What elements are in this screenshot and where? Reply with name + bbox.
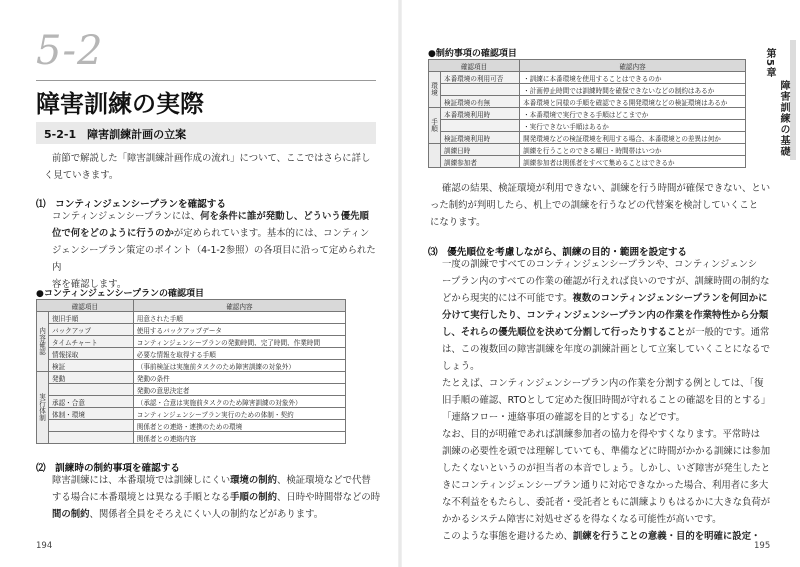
table-content-cell: 関係者との連絡・連携のための環境: [133, 420, 345, 432]
text-run: したくないというのが担当者の本音でしょう。しかし、いざ障害が発生したと: [442, 463, 771, 474]
page-number-left: 194: [36, 541, 53, 551]
intro-paragraph: [44, 150, 382, 184]
text-line: [442, 307, 782, 324]
emphasis-text: 分けて実行したり、コンティンジェンシープラン内の作業を作業特性から分類: [442, 310, 769, 321]
table-item-cell: 情報採取: [49, 348, 134, 360]
table-content-cell: 本番環境と同様の手順を確認できる開発環境などの検証環境はあるか: [520, 96, 746, 108]
text-run: たとえば、コンティンジェンシープラン内の作業を分割する例としては、「復: [442, 378, 764, 389]
table-item-cell: 本番環境利用時: [441, 108, 520, 120]
text-line: [442, 358, 782, 375]
table-content-cell: コンティンジェンシープランの発動時間、完了時間、作業時間: [133, 336, 345, 348]
table-group-cell: 手順: [429, 108, 441, 144]
table-row: [429, 156, 746, 168]
table-caption-contingency: ●コンティンジェンシープランの確認項目: [36, 289, 205, 299]
table-item-cell: 発動: [49, 372, 134, 384]
text-line: [52, 489, 382, 506]
text-run: どから現実的には不可能です。: [442, 293, 573, 304]
table-header-cell: 確認項目: [37, 300, 134, 312]
text-run: が定められています。基本的には、コンティン: [173, 228, 370, 239]
text-line: [442, 375, 782, 392]
table-content-cell: 訓練参加者は関係者をすべて集めることはできるか: [520, 156, 746, 168]
table-content-cell: 開発環境などの検証環境を利用する場合、本番環境との差異は何か: [520, 132, 746, 144]
text-run: が一般的です。通常: [685, 327, 770, 338]
table-row: [37, 396, 346, 408]
text-run: なお、目的が明確であれば訓練参加者の協力を得やすくなります。平常時は: [442, 429, 761, 440]
text-line: [442, 511, 782, 528]
emphasis-text: 環境の制約: [230, 475, 278, 486]
subheading-1: ⑴ コンティンジェンシープランを確認する: [36, 199, 226, 210]
table-content-cell: 用意された手順: [133, 312, 345, 324]
table-row: [37, 420, 346, 432]
text-line: [52, 506, 382, 523]
table-header-row: [429, 60, 746, 72]
paragraph-constraints: [52, 472, 382, 523]
table-header-cell: 確認項目: [429, 60, 520, 72]
text-run: かかるシステム障害に対処せざるを得なくなる可能性が高いです。: [442, 514, 722, 525]
table-item-cell: 体制・環境: [49, 408, 134, 420]
text-run: ープラン内のすべての作業の確認が行えれば良いのですが、訓練時間の制約な: [442, 276, 770, 287]
side-chapter-label: 第5章: [764, 48, 775, 78]
contingency-check-table: [36, 299, 346, 444]
text-line: [442, 426, 782, 443]
table-caption-constraints: ●制約事項の確認項目: [428, 49, 517, 59]
table-group-cell: 環境: [429, 72, 441, 108]
emphasis-text: 何を条件に誰が発動し、どういう優先順: [200, 211, 369, 222]
table-content-cell: コンティンジェンシープラン実行のための体制・契約: [133, 408, 345, 420]
table-item-cell: 検証: [49, 360, 134, 372]
text-run: 、日時や時間帯などの時: [277, 492, 381, 503]
table-item-cell: [441, 120, 520, 132]
text-line: [442, 477, 782, 494]
emphasis-text: 手順の制約: [230, 492, 278, 503]
text-line: [52, 225, 382, 242]
table-item-cell: [49, 384, 134, 396]
text-line: [442, 341, 782, 358]
text-run: 障害訓練には、本番環境では訓練しにくい: [52, 475, 231, 486]
text-line: [442, 494, 782, 511]
paragraph-priority: [442, 256, 782, 545]
table-row: [37, 312, 346, 324]
table-content-cell: 必要な情報を取得する手順: [133, 348, 345, 360]
text-run: 、検証環境などで代替: [277, 475, 371, 486]
text-run: な不利益をもたらし、委託者・受託者ともに訓練よりもはるかに大きな負荷が: [442, 497, 771, 508]
right-page: [400, 0, 800, 567]
section-heading-box: [36, 122, 376, 144]
text-line: [442, 443, 782, 460]
table-row: [429, 108, 746, 120]
table-group-cell: 実行体制: [37, 372, 49, 444]
intro-line: 前節で解説した「障害訓練計画作成の流れ」について、ここではさらに詳し: [52, 153, 371, 164]
emphasis-text: し、それらの優先順位を決めて分割して行ったりすること: [442, 327, 686, 338]
table-content-cell: （承認・合意は実施前タスクのため障害訓練の対象外）: [133, 396, 345, 408]
table-content-cell: ・訓練に本番環境を使用することはできるのか: [520, 72, 746, 84]
text-run: 旧手順の確認、RTOとして定めた復旧時間が守れることの確認を目的とする」: [442, 395, 771, 406]
table-row: [429, 120, 746, 132]
text-line: [442, 392, 782, 409]
text-line: [52, 472, 382, 489]
text-run: は、この複数回の障害訓練を年度の訓練計画として立案していくことになるで: [442, 344, 771, 355]
table-item-cell: タイムチャート: [49, 336, 134, 348]
table-row: [429, 72, 746, 84]
text-run: しょう。: [442, 361, 480, 372]
section-title: 5-2-1 障害訓練計画の立案: [44, 128, 187, 141]
text-run: 訓練の必要性を頭では理解していても、準備などに時間がかかる訓練には参加: [442, 446, 771, 457]
table-row: [37, 360, 346, 372]
text-line: [52, 242, 382, 276]
table-item-cell: [49, 432, 134, 444]
chapter-number: 5-2: [36, 28, 104, 74]
table-content-cell: ・計画停止時間では訓練時間を確保できないなどの制約はあるか: [520, 84, 746, 96]
chapter-rule: [36, 80, 376, 81]
table-content-cell: ・本番環境で実行できる手順はどこまでか: [520, 108, 746, 120]
text-run: きにコンティンジェンシープラン通りに対応できなかった場合、利用者に多大: [442, 480, 769, 491]
chapter-title: 障害訓練の実際: [36, 90, 204, 118]
table-item-cell: 検証環境利用時: [441, 132, 520, 144]
paragraph-result: [430, 180, 782, 231]
table-content-cell: 使用するバックアップデータ: [133, 324, 345, 336]
table-item-cell: [49, 420, 134, 432]
table-header-cell: 確認内容: [133, 300, 345, 312]
table-row: [37, 372, 346, 384]
table-item-cell: 本番環境の利用可否: [441, 72, 520, 84]
text-line: [442, 290, 782, 307]
table-row: [37, 384, 346, 396]
emphasis-text: 訓練を行うことの意義・目的を明確に設定・: [572, 531, 761, 542]
text-run: 一度の訓練ですべてのコンティンジェンシープランや、コンティンジェンシ: [442, 259, 758, 270]
table-group-cell: [429, 144, 441, 168]
text-line: になります。: [430, 217, 486, 228]
emphasis-text: 間の制約: [52, 509, 90, 520]
table-content-cell: （事前検証は実施前タスクのため障害訓練の対象外）: [133, 360, 345, 372]
paragraph-contingency: [52, 208, 382, 293]
table-row: [37, 348, 346, 360]
text-run: 「連絡フロー・連絡事項の確認を目的とする」などです。: [442, 412, 686, 423]
text-run: このような事態を避けるため、: [442, 531, 573, 542]
table-content-cell: ・実行できない手順はあるか: [520, 120, 746, 132]
table-row: [429, 144, 746, 156]
table-item-cell: 訓練日時: [441, 144, 520, 156]
table-header-cell: 確認内容: [520, 60, 746, 72]
text-line: [442, 256, 782, 273]
subheading-3: ⑶ 優先順位を考慮しながら、訓練の目的・範囲を設定する: [428, 247, 688, 258]
table-item-cell: バックアップ: [49, 324, 134, 336]
table-row: [429, 132, 746, 144]
table-row: [429, 84, 746, 96]
text-run: 容を確認します。: [52, 279, 127, 290]
table-header-row: [37, 300, 346, 312]
text-run: 、関係者全員をそろえにくい人の制約などがあります。: [89, 509, 324, 520]
text-line: [442, 409, 782, 426]
text-line: [442, 460, 782, 477]
table-row: [37, 432, 346, 444]
text-line: った制約が判明したら、机上での訓練を行うなどの代替案を検討していくこと: [430, 200, 759, 211]
text-line: [442, 324, 782, 341]
intro-line: く見ていきます。: [44, 170, 119, 181]
table-content-cell: 訓練を行うことのできる曜日・時間帯はいつか: [520, 144, 746, 156]
text-line: [442, 528, 782, 545]
text-line: 確認の結果、検証環境が利用できない、訓練を行う時間が確保できない、とい: [442, 183, 771, 194]
table-row: [429, 96, 746, 108]
text-line: [442, 273, 782, 290]
side-chapter-name: 障害訓練の基礎: [778, 80, 789, 157]
text-run: ジェンシープラン策定のポイント（4-1-2参照）の各項目に沿って定められた内: [52, 245, 376, 273]
table-content-cell: 関係者との連絡内容: [133, 432, 345, 444]
table-item-cell: [441, 84, 520, 96]
subheading-2: ⑵ 訓練時の制約事項を確認する: [36, 463, 180, 474]
constraints-check-table: [428, 59, 746, 168]
table-group-cell: 内容確認: [37, 312, 49, 372]
table-row: [37, 324, 346, 336]
table-row: [37, 336, 346, 348]
page-number-right: 195: [754, 541, 771, 551]
text-run: する場合に本番環境とは異なる手順となる: [52, 492, 231, 503]
text-line: [52, 208, 382, 225]
table-item-cell: 復旧手順: [49, 312, 134, 324]
text-run: コンティンジェンシープランには、: [52, 211, 201, 222]
table-item-cell: 訓練参加者: [441, 156, 520, 168]
table-content-cell: 発動の意思決定者: [133, 384, 345, 396]
emphasis-text: 複数のコンティンジェンシープランを何回かに: [572, 293, 768, 304]
table-row: [37, 408, 346, 420]
table-item-cell: 承認・合意: [49, 396, 134, 408]
emphasis-text: 位で何をどのように行うのか: [52, 228, 174, 239]
table-item-cell: 検証環境の有無: [441, 96, 520, 108]
table-content-cell: 発動の条件: [133, 372, 345, 384]
